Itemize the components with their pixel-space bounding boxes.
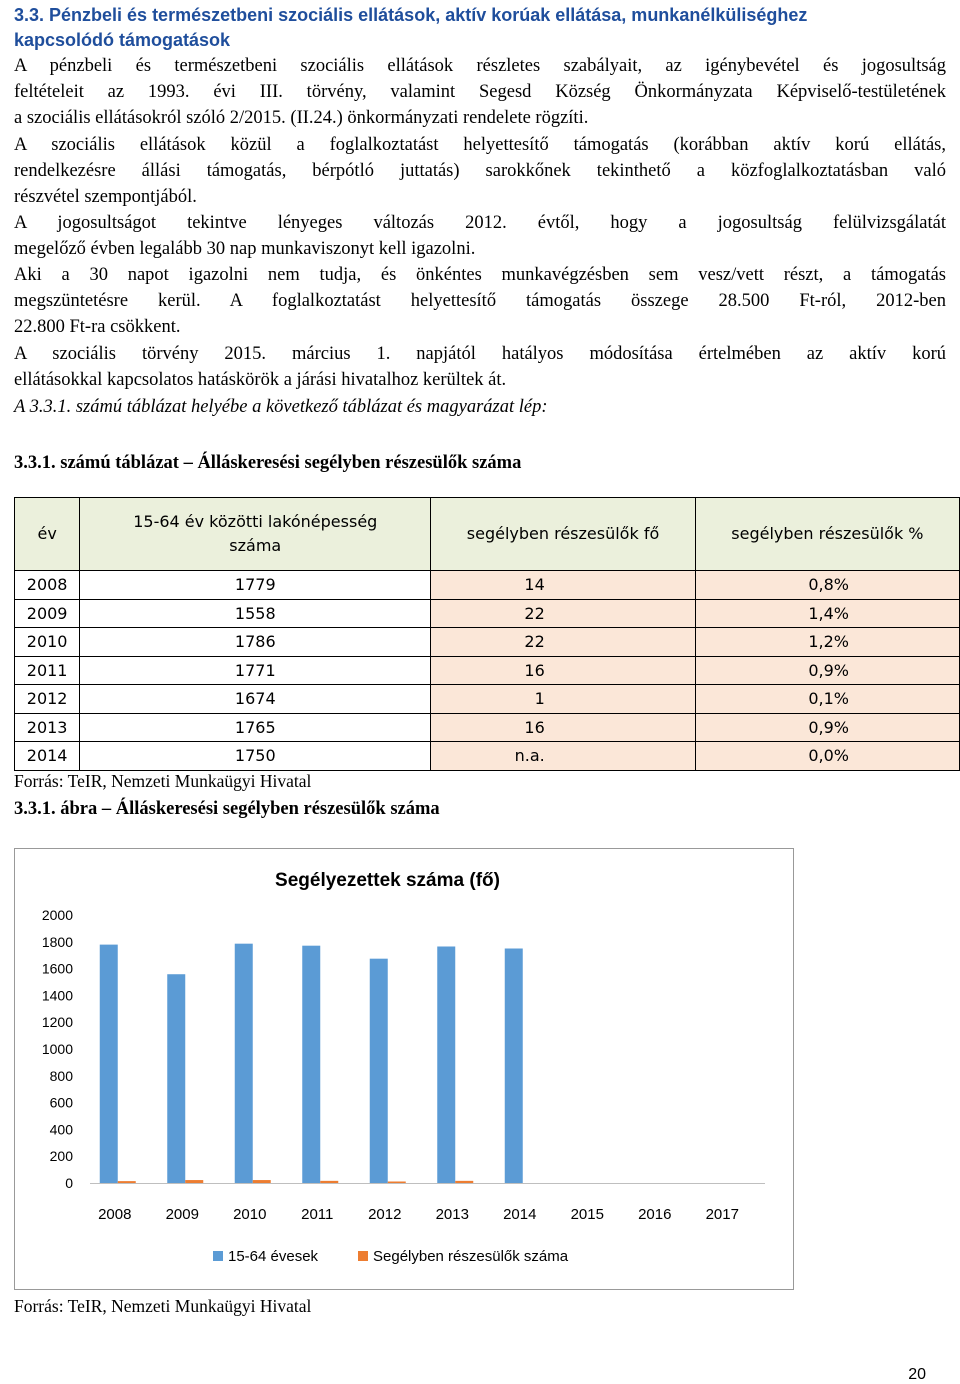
cell-recipients-percent: 1,2% [695, 628, 959, 657]
table-row [15, 571, 960, 600]
paragraph-2-line2: rendelkezésre állási támogatás, bérpótló juttatás) sarokkőnek tekinthető a közfoglalkoztatásban való [14, 161, 946, 181]
y-tick-label: 0 [65, 1175, 73, 1191]
bar-population [100, 945, 118, 1183]
cell-year: 2014 [15, 742, 80, 771]
cell-recipients-count: 16 [431, 713, 696, 742]
paragraph-3-line1: A jogosultságot tekintve lényeges változás 2012. évtől, hogy a jogosultság felülvizsgálatát [14, 213, 946, 233]
x-tick-label: 2011 [301, 1206, 334, 1223]
header-recipients-count: segélyben részesülők fő [431, 498, 696, 571]
y-tick-label: 400 [49, 1121, 73, 1138]
cell-recipients-count: 16 [431, 656, 696, 685]
cell-population: 1786 [80, 628, 431, 657]
cell-population: 1771 [80, 656, 431, 685]
table-row [15, 713, 960, 742]
cell-recipients-percent: 0,0% [695, 742, 959, 771]
cell-recipients-count: 22 [431, 628, 696, 657]
cell-recipients-count: 1 [431, 685, 696, 714]
paragraph-1-line3: a szociális ellátásokról szóló 2/2015. (II.24.) önkormányzati rendelete rögzíti. [14, 108, 589, 128]
x-tick-label: 2008 [98, 1206, 132, 1223]
table-header-row [15, 498, 960, 571]
paragraph-3-line2: megelőző évben legalább 30 nap munkaviszonyt kell igazolni. [14, 239, 476, 259]
y-tick-label: 1600 [41, 960, 73, 977]
bar-population [167, 974, 185, 1183]
y-tick-label: 1400 [41, 987, 73, 1004]
table-row [15, 685, 960, 714]
paragraph-2-line1: A szociális ellátások közül a foglalkoztatást helyettesítő támogatás (korábban aktív korú ellátás, [14, 135, 946, 155]
cell-year: 2009 [15, 599, 80, 628]
bar-recipients [118, 1181, 136, 1183]
cell-year: 2012 [15, 685, 80, 714]
paragraph-5-line2: ellátásokkal kapcsolatos hatáskörök a járási hivatalhoz kerültek át. [14, 370, 507, 390]
bar-population [437, 946, 455, 1183]
table-row [15, 742, 960, 771]
x-tick-label: 2015 [570, 1206, 604, 1223]
y-tick-label: 200 [49, 1148, 73, 1165]
paragraph-4-line3: 22.800 Ft-ra csökkent. [14, 317, 181, 337]
paragraph-1-line1: A pénzbeli és természetbeni szociális ellátások részletes szabályait, az igénybevétel és jogosultság [14, 56, 946, 76]
legend-label-recipients: Segélyben részesülők száma [373, 1248, 569, 1265]
paragraph-1-line2: feltételeit az 1993. évi III. törvény, valamint Segesd Község Önkormányzata Képviselő-testületének [14, 82, 946, 102]
paragraph-4-line2: megszüntetésre kerül. A foglalkoztatást helyettesítő támogatás összege 28.500 Ft-ról, 2012-ben [14, 291, 946, 311]
x-tick-label: 2017 [705, 1206, 739, 1223]
bar-population [370, 959, 388, 1183]
bar-recipients [320, 1181, 338, 1183]
section-heading-line1: 3.3. Pénzbeli és természetbeni szociális ellátások, aktív korúak ellátása, munkanélküliséghez [14, 5, 808, 25]
bar-chart [15, 849, 793, 1289]
header-recipients-percent: segélyben részesülők % [695, 498, 959, 571]
header-population: 15-64 év közötti lakónépesség száma [80, 498, 431, 571]
x-tick-label: 2014 [503, 1206, 537, 1223]
bar-recipients [253, 1180, 271, 1183]
x-tick-label: 2010 [233, 1206, 267, 1223]
table-row [15, 599, 960, 628]
bar-population [235, 944, 253, 1183]
paragraph-2-line3: részvétel szempontjából. [14, 187, 197, 207]
cell-recipients-percent: 0,9% [695, 713, 959, 742]
bar-recipients [455, 1181, 473, 1183]
table-row [15, 656, 960, 685]
chart-title: Segélyezettek száma (fő) [275, 870, 500, 891]
legend-label-population: 15-64 évesek [228, 1248, 319, 1265]
table-row [15, 628, 960, 657]
cell-year: 2011 [15, 656, 80, 685]
cell-recipients-count: n.a. [431, 742, 696, 771]
x-tick-label: 2013 [435, 1206, 469, 1223]
figure-title: 3.3.1. ábra – Álláskeresési segélyben részesülők száma [14, 799, 440, 819]
y-tick-label: 800 [49, 1067, 73, 1084]
cell-population: 1765 [80, 713, 431, 742]
x-tick-label: 2016 [638, 1206, 672, 1223]
y-tick-label: 1800 [41, 933, 73, 950]
legend-swatch-recipients [358, 1251, 368, 1261]
y-tick-label: 1000 [41, 1041, 73, 1057]
data-table [14, 497, 960, 771]
cell-year: 2008 [15, 571, 80, 600]
table-title: 3.3.1. számú táblázat – Álláskeresési segélyben részesülők száma [14, 453, 522, 473]
x-tick-label: 2009 [165, 1206, 199, 1223]
cell-year: 2010 [15, 628, 80, 657]
y-tick-label: 2000 [41, 907, 73, 923]
cell-recipients-percent: 0,8% [695, 571, 959, 600]
bar-population [505, 949, 523, 1184]
cell-recipients-count: 14 [431, 571, 696, 600]
bar-recipients [185, 1180, 203, 1183]
cell-population: 1779 [80, 571, 431, 600]
y-tick-label: 600 [49, 1094, 73, 1111]
cell-recipients-count: 22 [431, 599, 696, 628]
figure-source: Forrás: TeIR, Nemzeti Munkaügyi Hivatal [14, 1296, 312, 1316]
paragraph-6: A 3.3.1. számú táblázat helyébe a következő táblázat és magyarázat lép: [14, 397, 548, 417]
cell-population: 1750 [80, 742, 431, 771]
header-year: év [15, 498, 80, 571]
chart-frame [14, 848, 794, 1290]
legend-swatch-population [213, 1251, 223, 1261]
cell-year: 2013 [15, 713, 80, 742]
bar-population [302, 946, 320, 1183]
cell-population: 1674 [80, 685, 431, 714]
paragraph-5-line1: A szociális törvény 2015. március 1. napjától hatályos módosítása értelmében az aktív korú [14, 344, 946, 364]
cell-recipients-percent: 0,1% [695, 685, 959, 714]
cell-recipients-percent: 1,4% [695, 599, 959, 628]
bar-recipients [388, 1182, 406, 1184]
y-tick-label: 1200 [41, 1014, 73, 1031]
cell-population: 1558 [80, 599, 431, 628]
section-heading-line2: kapcsolódó támogatások [14, 30, 231, 50]
x-tick-label: 2012 [368, 1206, 402, 1223]
paragraph-4-line1: Aki a 30 napot igazolni nem tudja, és önkéntes munkavégzésben sem vesz/vett részt, a támogatás [14, 265, 946, 285]
table-source: Forrás: TeIR, Nemzeti Munkaügyi Hivatal [14, 771, 312, 791]
page-number: 20 [908, 1366, 926, 1383]
cell-recipients-percent: 0,9% [695, 656, 959, 685]
